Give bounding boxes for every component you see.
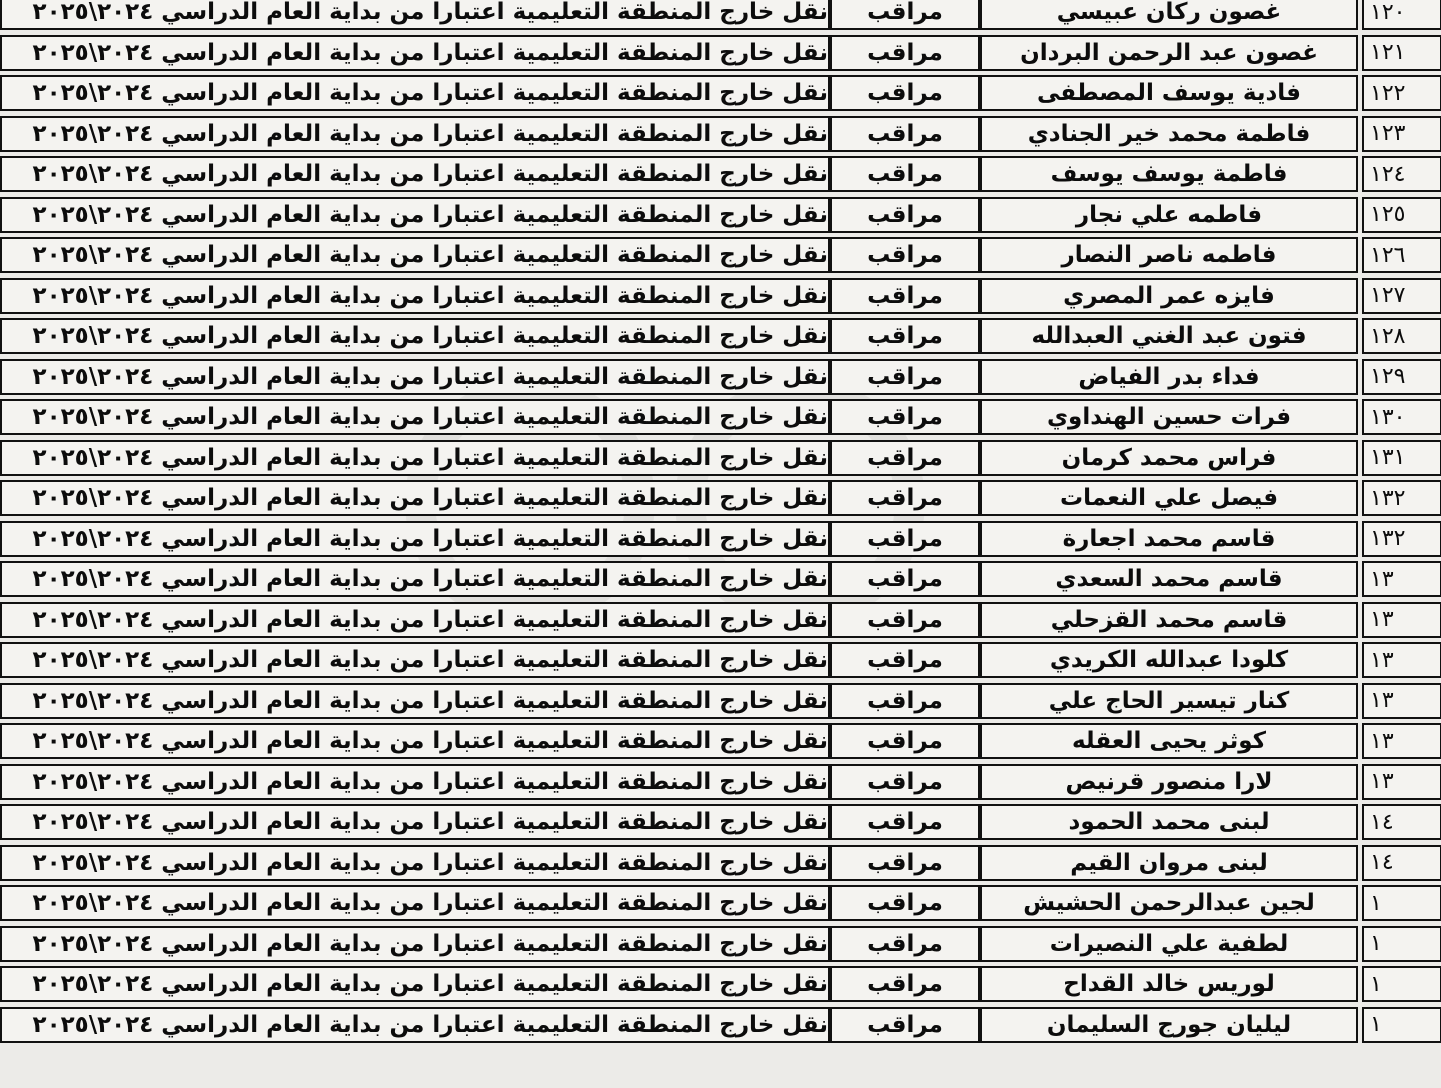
employee-name: فاطمة محمد خير الجنادي: [980, 116, 1358, 152]
employee-role: مراقب: [830, 197, 980, 233]
employee-name: فيصل علي النعمات: [980, 480, 1358, 516]
employee-role: مراقب: [830, 845, 980, 881]
row-number: ١٣: [1362, 764, 1441, 800]
employee-name: غصون ركان عبيسي: [980, 0, 1358, 30]
row-number: ١٣٢: [1362, 521, 1441, 557]
employee-role: مراقب: [830, 521, 980, 557]
employee-name: فادية يوسف المصطفى: [980, 75, 1358, 111]
employee-name: فتون عبد الغني العبدالله: [980, 318, 1358, 354]
employee-name: فايزه عمر المصري: [980, 278, 1358, 314]
employee-role: مراقب: [830, 0, 980, 30]
employee-name: قاسم محمد اجعارة: [980, 521, 1358, 557]
transfer-note: نقل خارج المنطقة التعليمية اعتبارا من بداية العام الدراسي ٢٠٢٤\٢٠٢٥: [0, 278, 830, 314]
table-row: [0, 397, 1441, 437]
table-row: [0, 0, 1441, 32]
transfer-note: نقل خارج المنطقة التعليمية اعتبارا من بداية العام الدراسي ٢٠٢٤\٢٠٢٥: [0, 764, 830, 800]
row-number: ١٢٧: [1362, 278, 1441, 314]
table-row: [0, 235, 1441, 275]
employee-name: قاسم محمد السعدي: [980, 561, 1358, 597]
employee-role: مراقب: [830, 885, 980, 921]
employee-role: مراقب: [830, 480, 980, 516]
employee-name: لبنى محمد الحمود: [980, 804, 1358, 840]
transfer-note: نقل خارج المنطقة التعليمية اعتبارا من بداية العام الدراسي ٢٠٢٤\٢٠٢٥: [0, 683, 830, 719]
employee-name: كنار تيسير الحاج علي: [980, 683, 1358, 719]
row-number: ١٢١: [1362, 35, 1441, 71]
transfer-note: نقل خارج المنطقة التعليمية اعتبارا من بداية العام الدراسي ٢٠٢٤\٢٠٢٥: [0, 75, 830, 111]
table-row: [0, 438, 1441, 478]
transfer-note: نقل خارج المنطقة التعليمية اعتبارا من بداية العام الدراسي ٢٠٢٤\٢٠٢٥: [0, 521, 830, 557]
employee-name: فاطمه ناصر النصار: [980, 237, 1358, 273]
row-number: ١٢٢: [1362, 75, 1441, 111]
employee-name: كلودا عبدالله الكريدي: [980, 642, 1358, 678]
employee-role: مراقب: [830, 237, 980, 273]
table-row: [0, 316, 1441, 356]
table-row: [0, 154, 1441, 194]
row-number: ١٣: [1362, 723, 1441, 759]
table-row: [0, 640, 1441, 680]
transfer-note: نقل خارج المنطقة التعليمية اعتبارا من بداية العام الدراسي ٢٠٢٤\٢٠٢٥: [0, 359, 830, 395]
employee-name: لارا منصور قرنيص: [980, 764, 1358, 800]
employee-role: مراقب: [830, 804, 980, 840]
row-number: ١٤: [1362, 804, 1441, 840]
employee-role: مراقب: [830, 926, 980, 962]
table-row: [0, 600, 1441, 640]
employee-role: مراقب: [830, 75, 980, 111]
row-number: ١٣٢: [1362, 480, 1441, 516]
employee-role: مراقب: [830, 399, 980, 435]
transfer-note: نقل خارج المنطقة التعليمية اعتبارا من بداية العام الدراسي ٢٠٢٤\٢٠٢٥: [0, 561, 830, 597]
row-number: ١٢٤: [1362, 156, 1441, 192]
transfer-note: نقل خارج المنطقة التعليمية اعتبارا من بداية العام الدراسي ٢٠٢٤\٢٠٢٥: [0, 885, 830, 921]
row-number: ١٤: [1362, 845, 1441, 881]
employee-name: لوريس خالد القداح: [980, 966, 1358, 1002]
employee-role: مراقب: [830, 602, 980, 638]
transfer-note: نقل خارج المنطقة التعليمية اعتبارا من بداية العام الدراسي ٢٠٢٤\٢٠٢٥: [0, 926, 830, 962]
table-row: [0, 1005, 1441, 1045]
transfer-note: نقل خارج المنطقة التعليمية اعتبارا من بداية العام الدراسي ٢٠٢٤\٢٠٢٥: [0, 156, 830, 192]
transfer-note: نقل خارج المنطقة التعليمية اعتبارا من بداية العام الدراسي ٢٠٢٤\٢٠٢٥: [0, 966, 830, 1002]
employee-name: فراس محمد كرمان: [980, 440, 1358, 476]
employee-role: مراقب: [830, 35, 980, 71]
table-row: [0, 195, 1441, 235]
row-number: ١: [1362, 926, 1441, 962]
employee-role: مراقب: [830, 156, 980, 192]
table-row: [0, 681, 1441, 721]
employee-role: مراقب: [830, 359, 980, 395]
employee-role: مراقب: [830, 116, 980, 152]
employee-role: مراقب: [830, 764, 980, 800]
transfer-note: نقل خارج المنطقة التعليمية اعتبارا من بداية العام الدراسي ٢٠٢٤\٢٠٢٥: [0, 845, 830, 881]
employee-role: مراقب: [830, 723, 980, 759]
table-row: [0, 762, 1441, 802]
transfer-note: نقل خارج المنطقة التعليمية اعتبارا من بداية العام الدراسي ٢٠٢٤\٢٠٢٥: [0, 723, 830, 759]
employee-name: لجين عبدالرحمن الحشيش: [980, 885, 1358, 921]
employee-name: غصون عبد الرحمن البردان: [980, 35, 1358, 71]
employee-role: مراقب: [830, 318, 980, 354]
row-number: ١٢٩: [1362, 359, 1441, 395]
table-row: [0, 519, 1441, 559]
row-number: ١: [1362, 885, 1441, 921]
row-number: ١٢٥: [1362, 197, 1441, 233]
employee-role: مراقب: [830, 1007, 980, 1043]
employee-name: كوثر يحيى العقله: [980, 723, 1358, 759]
transfer-note: نقل خارج المنطقة التعليمية اعتبارا من بداية العام الدراسي ٢٠٢٤\٢٠٢٥: [0, 35, 830, 71]
employee-role: مراقب: [830, 278, 980, 314]
table-row: [0, 721, 1441, 761]
employee-name: فاطمة يوسف يوسف: [980, 156, 1358, 192]
employee-name: فداء بدر الفياض: [980, 359, 1358, 395]
table-row: [0, 924, 1441, 964]
row-number: ١: [1362, 966, 1441, 1002]
transfer-note: نقل خارج المنطقة التعليمية اعتبارا من بداية العام الدراسي ٢٠٢٤\٢٠٢٥: [0, 0, 830, 30]
table-row: [0, 357, 1441, 397]
row-number: ١٢٦: [1362, 237, 1441, 273]
transfer-note: نقل خارج المنطقة التعليمية اعتبارا من بداية العام الدراسي ٢٠٢٤\٢٠٢٥: [0, 440, 830, 476]
employee-name: ليليان جورج السليمان: [980, 1007, 1358, 1043]
table-row: [0, 114, 1441, 154]
transfer-note: نقل خارج المنطقة التعليمية اعتبارا من بداية العام الدراسي ٢٠٢٤\٢٠٢٥: [0, 237, 830, 273]
employee-role: مراقب: [830, 642, 980, 678]
table-row: [0, 33, 1441, 73]
row-number: ١٢٨: [1362, 318, 1441, 354]
table-row: [0, 964, 1441, 1004]
table-row: [0, 883, 1441, 923]
transfer-note: نقل خارج المنطقة التعليمية اعتبارا من بداية العام الدراسي ٢٠٢٤\٢٠٢٥: [0, 602, 830, 638]
transfer-note: نقل خارج المنطقة التعليمية اعتبارا من بداية العام الدراسي ٢٠٢٤\٢٠٢٥: [0, 318, 830, 354]
row-number: ١٣: [1362, 683, 1441, 719]
table-row: [0, 73, 1441, 113]
row-number: ١٣: [1362, 602, 1441, 638]
employee-role: مراقب: [830, 561, 980, 597]
row-number: ١٢٣: [1362, 116, 1441, 152]
row-number: ١٣٠: [1362, 399, 1441, 435]
transfer-note: نقل خارج المنطقة التعليمية اعتبارا من بداية العام الدراسي ٢٠٢٤\٢٠٢٥: [0, 399, 830, 435]
employee-name: فاطمه علي نجار: [980, 197, 1358, 233]
transfer-note: نقل خارج المنطقة التعليمية اعتبارا من بداية العام الدراسي ٢٠٢٤\٢٠٢٥: [0, 116, 830, 152]
table-row: [0, 478, 1441, 518]
employee-name: قاسم محمد القزحلي: [980, 602, 1358, 638]
transfer-note: نقل خارج المنطقة التعليمية اعتبارا من بداية العام الدراسي ٢٠٢٤\٢٠٢٥: [0, 480, 830, 516]
employee-name: لطفية علي النصيرات: [980, 926, 1358, 962]
employee-role: مراقب: [830, 683, 980, 719]
table-row: [0, 802, 1441, 842]
employee-role: مراقب: [830, 440, 980, 476]
table-row: [0, 559, 1441, 599]
employee-name: لبنى مروان القيم: [980, 845, 1358, 881]
table-row: [0, 843, 1441, 883]
row-number: ١٣: [1362, 561, 1441, 597]
transfer-note: نقل خارج المنطقة التعليمية اعتبارا من بداية العام الدراسي ٢٠٢٤\٢٠٢٥: [0, 197, 830, 233]
transfer-note: نقل خارج المنطقة التعليمية اعتبارا من بداية العام الدراسي ٢٠٢٤\٢٠٢٥: [0, 642, 830, 678]
employee-name: فرات حسين الهنداوي: [980, 399, 1358, 435]
row-number: ١٣: [1362, 642, 1441, 678]
transfer-note: نقل خارج المنطقة التعليمية اعتبارا من بداية العام الدراسي ٢٠٢٤\٢٠٢٥: [0, 1007, 830, 1043]
transfer-note: نقل خارج المنطقة التعليمية اعتبارا من بداية العام الدراسي ٢٠٢٤\٢٠٢٥: [0, 804, 830, 840]
row-number: ١٢٠: [1362, 0, 1441, 30]
row-number: ١٣١: [1362, 440, 1441, 476]
row-number: ١: [1362, 1007, 1441, 1043]
table-row: [0, 276, 1441, 316]
employee-role: مراقب: [830, 966, 980, 1002]
